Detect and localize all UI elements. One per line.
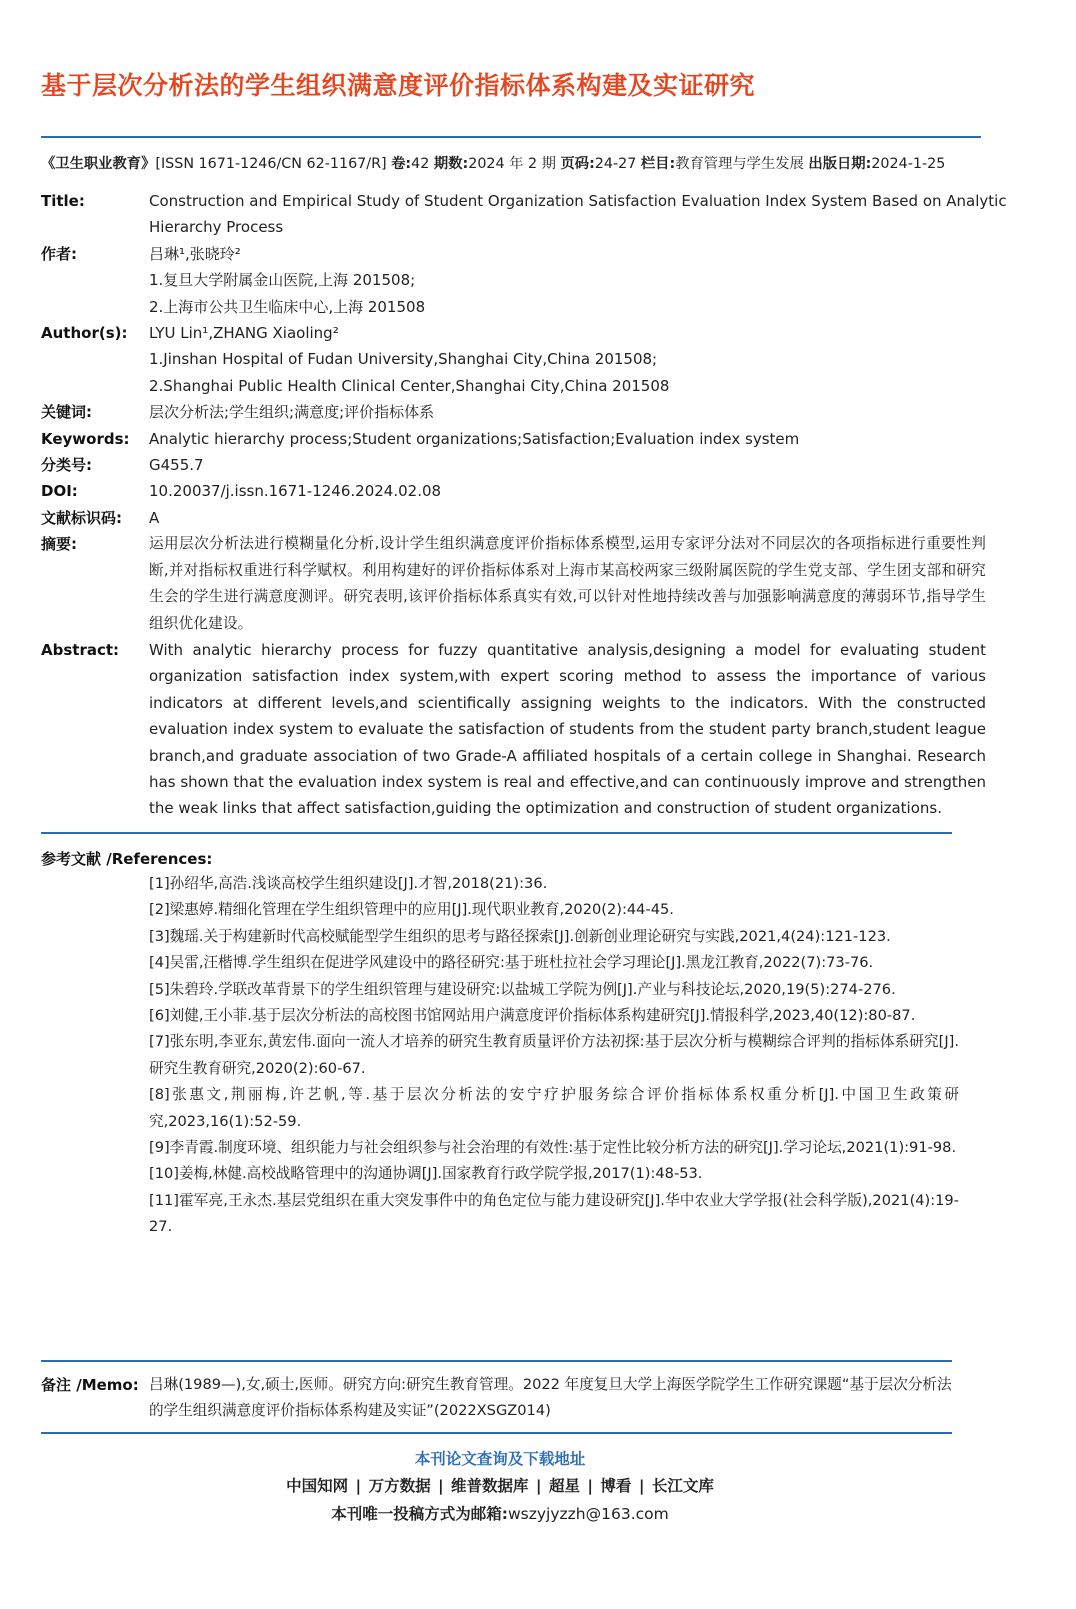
abstract-cn-label: 摘要: <box>41 535 77 554</box>
keywords-en-label: Keywords: <box>41 429 130 448</box>
authors-cn: 吕琳¹,张晓玲² <box>149 244 241 263</box>
keywords-cn-row <box>41 399 986 425</box>
publish-date: 2024-1-25 <box>871 156 946 172</box>
reference-item: [2]梁惠婷.精细化管理在学生组织管理中的应用[J].现代职业教育,2020(2):44-45. <box>149 901 674 919</box>
english-title-line-1: Construction and Empirical Study of Student Organization Satisfaction Evaluation Index System Based on Analytic <box>149 192 1007 210</box>
keywords-cn-label: 关键词: <box>41 403 92 422</box>
pages-label: 页码: <box>560 156 595 172</box>
abstract-en: With analytic hierarchy process for fuzzy quantitative analysis,designing a model for evaluating student organization satisfaction index system,with expert scoring method to assess the importance of various indicators at different levels,and scientifically assigning weights to the indicators. With the constructed evaluation index system to evaluate the satisfaction of students from the student party branch,student league branch,and graduate association of two Grade-A affiliated hospitals of a certain college in Shanghai. Research has shown that the evaluation index system is real and effective,and can continuously improve and strengthen the weak links that affect satisfaction,guiding the optimization and construction of student organizations. <box>149 640 986 818</box>
classification-row <box>41 452 986 478</box>
doc-code-label: 文献标识码: <box>41 508 122 527</box>
keywords-cn: 层次分析法;学生组织;满意度;评价指标体系 <box>149 403 435 422</box>
volume: 42 <box>411 156 430 172</box>
abstract-en-row <box>41 637 986 822</box>
title-label: Title: <box>41 192 85 210</box>
issn: [ISSN 1671-1246/CN 62-1167/R] <box>155 156 387 172</box>
column: 教育管理与学生发展 <box>675 156 804 172</box>
reference-item: [11]霍军亮,王永杰.基层党组织在重大突发事件中的角色定位与能力建设研究[J].华中农业大学学报(社会科学版),2021(4):19-27. <box>149 1191 959 1236</box>
divider-footer <box>41 1432 952 1434</box>
references-heading: 参考文献 /References: <box>41 850 213 868</box>
reference-item: [1]孙绍华,高浩.浅谈高校学生组织建设[J].才智,2018(21):36. <box>149 875 548 892</box>
doi-label: DOI: <box>41 482 78 501</box>
memo-label: 备注 /Memo: <box>41 1376 139 1394</box>
authors-cn-label: 作者: <box>41 244 77 263</box>
title-row <box>41 188 1007 241</box>
affiliation-en-2: 2.Shanghai Public Health Clinical Center,Shanghai City,China 201508 <box>149 376 670 395</box>
email-label: 本刊唯一投稿方式为邮箱: <box>331 1505 508 1523</box>
column-label: 栏目: <box>640 156 676 172</box>
keywords-en-row <box>41 426 986 452</box>
abstract-cn: 运用层次分析法进行模糊量化分析,设计学生组织满意度评价指标体系模型,运用专家评分法对不同层次的各项指标进行重要性判断,并对指标权重进行科学赋权。利用构建好的评价指标体系对上海市某高校两家三级附属医院的学生党支部、学生团支部和研究生会的学生进行满意度测评。研究表明,该评价指标体系真实有效,可以针对性地持续改善与加强影响满意度的薄弱环节,指导学生组织优化建设。 <box>149 535 986 632</box>
footer-submission <box>0 1502 1000 1524</box>
doi-value: 10.20037/j.issn.1671-1246.2024.02.08 <box>149 482 442 501</box>
authors-en-row <box>41 320 986 399</box>
divider-references <box>41 832 952 834</box>
citation-line <box>41 153 1071 173</box>
keywords-en: Analytic hierarchy process;Student organizations;Satisfaction;Evaluation index system <box>149 429 800 448</box>
abstract-cn-row <box>41 531 986 637</box>
affiliation-en-1: 1.Jinshan Hospital of Fudan University,Shanghai City,China 201508; <box>149 350 658 369</box>
reference-item: [9]李青霞.制度环境、组织能力与社会组织参与社会治理的有效性:基于定性比较分析方法的研究[J].学习论坛,2021(1):91-98. <box>149 1139 957 1157</box>
authors-cn-row <box>41 241 986 320</box>
pages: 24-27 <box>594 156 637 172</box>
footer-databases: 中国知网 | 万方数据 | 维普数据库 | 超星 | 博看 | 长江文库 <box>286 1477 714 1495</box>
footer-title: 本刊论文查询及下载地址 <box>414 1450 586 1468</box>
article-info <box>41 188 1007 822</box>
doi-row <box>41 478 986 504</box>
issue-label: 期数: <box>433 156 469 172</box>
reference-item: [3]魏瑶.关于构建新时代高校赋能型学生组织的思考与路径探索[J].创新创业理论研究与实践,2021,4(24):121-123. <box>149 927 891 945</box>
doc-code: A <box>149 508 160 527</box>
reference-item: [4]吴雷,汪楷博.学生组织在促进学风建设中的路径研究:基于班杜拉社会学习理论[J].黑龙江教育,2022(7):73-76. <box>149 954 874 972</box>
article-title: 基于层次分析法的学生组织满意度评价指标体系构建及实证研究 <box>41 71 756 100</box>
doc-code-row <box>41 505 986 531</box>
authors-en: LYU Lin¹,ZHANG Xiaoling² <box>149 324 339 343</box>
reference-item: [5]朱碧玲.学联改革背景下的学生组织管理与建设研究:以盐城工学院为例[J].产业与科技论坛,2020,19(5):274-276. <box>149 980 896 998</box>
journal-name: 《卫生职业教育》 <box>41 156 156 172</box>
classification-label: 分类号: <box>41 456 92 475</box>
abstract-en-label: Abstract: <box>41 640 120 659</box>
references-list <box>149 871 959 1241</box>
email-address[interactable]: wszyjyzzh@163.com <box>507 1505 669 1523</box>
affiliation-cn-1: 1.复旦大学附属金山医院,上海 201508; <box>149 271 416 290</box>
affiliation-cn-2: 2.上海市公共卫生临床中心,上海 201508 <box>149 297 426 316</box>
memo-section <box>41 1372 961 1425</box>
memo-text: 吕琳(1989—),女,硕士,医师。研究方向:研究生教育管理。2022 年度复旦大学上海医学院学生工作研究课题“基于层次分析法的学生组织满意度评价指标体系构建及实证”(2022XSGZ014) <box>149 1376 952 1420</box>
reference-item: [6]刘健,王小菲.基于层次分析法的高校图书馆网站用户满意度评价指标体系构建研究[J].情报科学,2023,40(12):80-87. <box>149 1007 916 1025</box>
english-title-line-2: Hierarchy Process <box>149 218 284 237</box>
date-label: 出版日期: <box>808 156 872 172</box>
divider-memo <box>41 1360 952 1362</box>
reference-item: [10]姜梅,林健.高校战略管理中的沟通协调[J].国家教育行政学院学报,2017(1):48-53. <box>149 1165 703 1183</box>
classification-number: G455.7 <box>149 456 204 475</box>
reference-item: [8]张惠文,荆丽梅,许艺帆,等.基于层次分析法的安宁疗护服务综合评价指标体系权重分析[J].中国卫生政策研究,2023,16(1):52-59. <box>149 1086 959 1130</box>
divider-top <box>41 136 981 138</box>
authors-en-label: Author(s): <box>41 324 128 343</box>
volume-label: 卷: <box>391 156 412 172</box>
issue: 2024 年 2 期 <box>468 156 556 172</box>
reference-item: [7]张东明,李亚东,黄宏伟.面向一流人才培养的研究生教育质量评价方法初探:基于层次分析与模糊综合评判的指标体系研究[J].研究生教育研究,2020(2):60-67. <box>149 1033 959 1077</box>
